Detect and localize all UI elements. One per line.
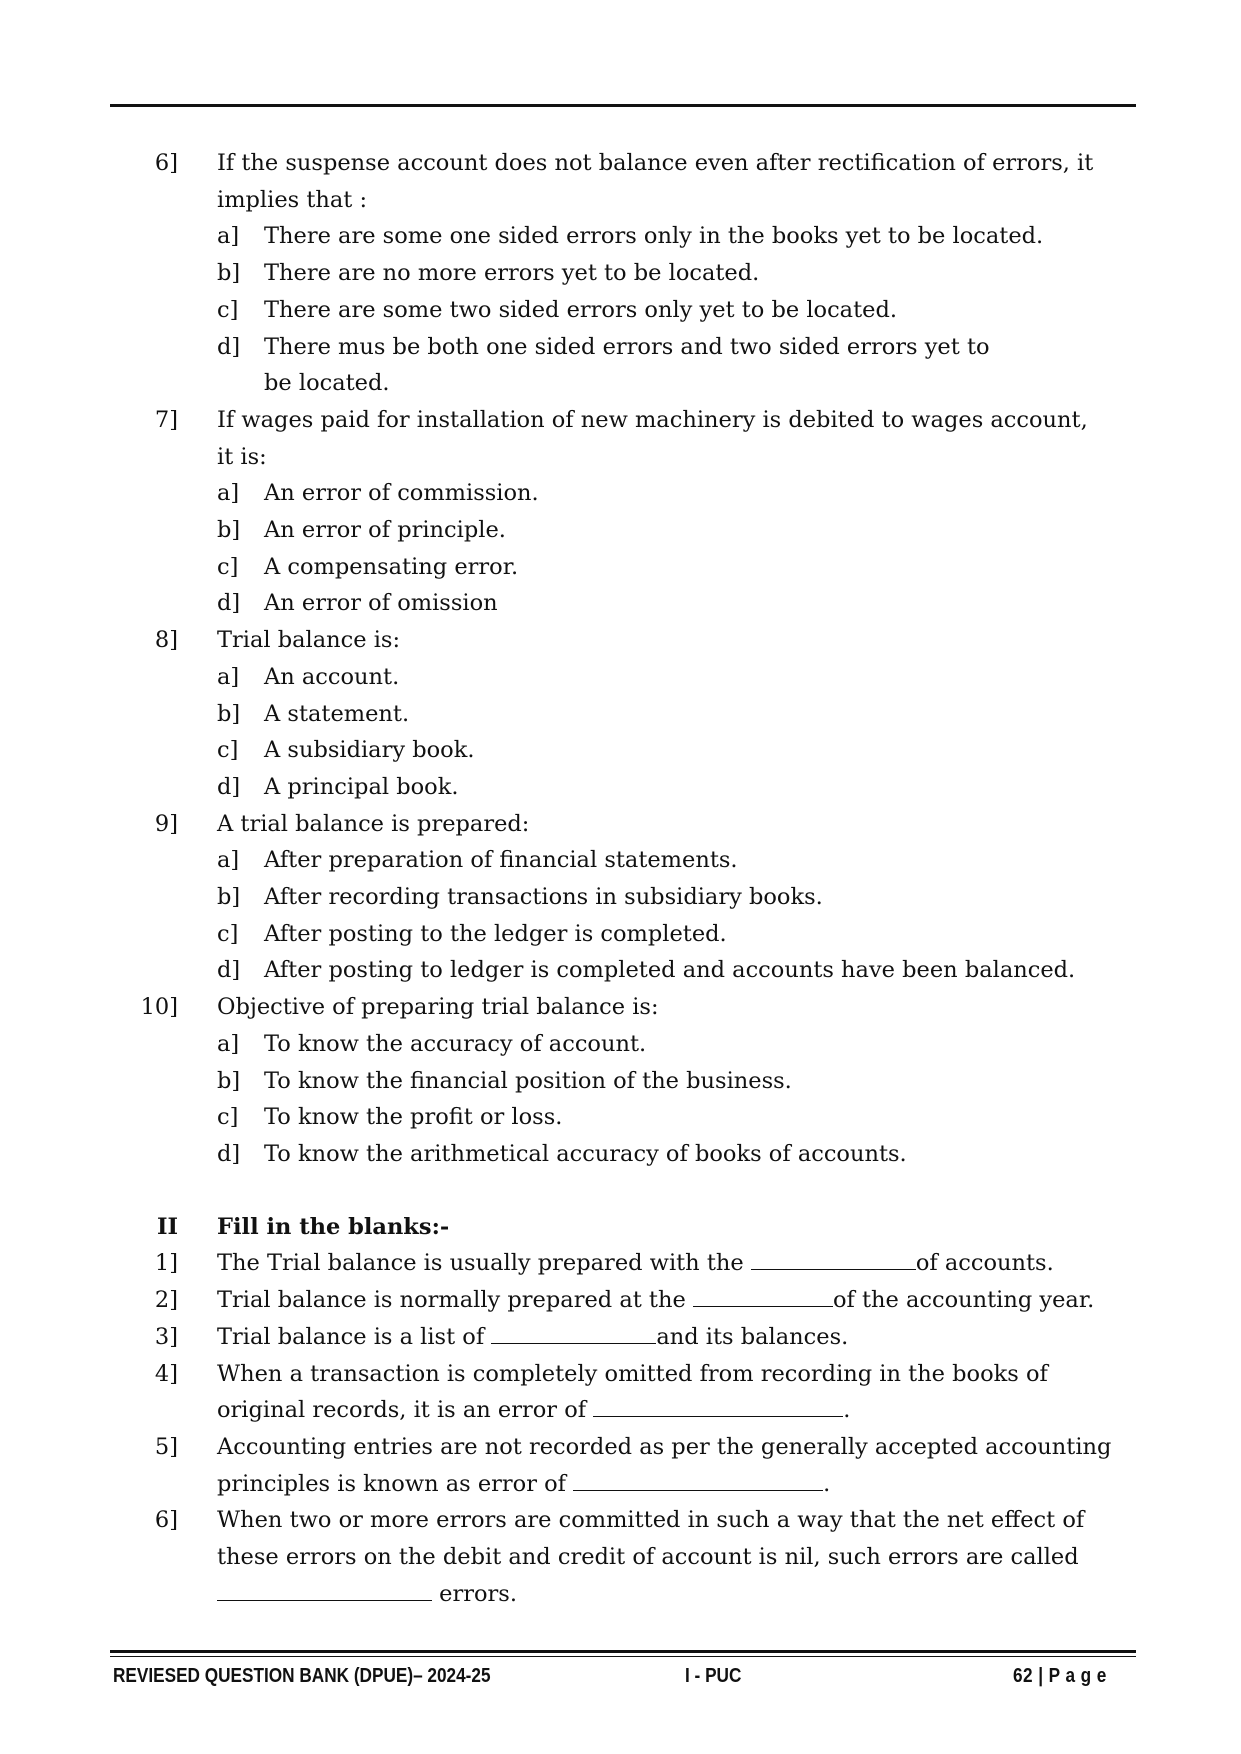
option bbox=[0, 585, 1241, 622]
option-text bbox=[264, 952, 1137, 989]
option-text bbox=[264, 659, 1137, 696]
fill-segment: Trial balance is normally prepared at the bbox=[217, 1287, 693, 1314]
option-label: a] bbox=[217, 1030, 240, 1057]
footer-rule bbox=[110, 1650, 1136, 1653]
option-text bbox=[264, 1026, 1137, 1063]
option bbox=[0, 218, 1241, 255]
page-content bbox=[0, 145, 1241, 1612]
fill-segment: and its balances. bbox=[656, 1323, 849, 1350]
fill-text bbox=[217, 1282, 1137, 1319]
question-line: If the suspense account does not balance even after rectification of errors, it bbox=[217, 150, 1094, 176]
fill-line bbox=[217, 1319, 1137, 1356]
fill-text bbox=[217, 1356, 1137, 1429]
fill-line bbox=[217, 1429, 1137, 1466]
fill-number: 6] bbox=[154, 1507, 178, 1534]
option bbox=[0, 1063, 1241, 1100]
option-label: c] bbox=[217, 920, 239, 947]
fill-question bbox=[0, 1282, 1241, 1319]
fill-segment: original records, it is an error of bbox=[217, 1397, 594, 1424]
option bbox=[0, 879, 1241, 916]
question-number: 8] bbox=[154, 627, 178, 654]
option-label: b] bbox=[217, 1067, 241, 1094]
option-label: c] bbox=[217, 296, 239, 323]
option-text bbox=[264, 1099, 1137, 1136]
option-text bbox=[264, 769, 1137, 806]
option-line: An error of commission. bbox=[264, 480, 539, 507]
section-number: II bbox=[156, 1213, 178, 1240]
option-line: To know the accuracy of account. bbox=[264, 1030, 647, 1057]
option-label: a] bbox=[217, 480, 240, 507]
option-label: b] bbox=[217, 260, 241, 287]
question-number: 9] bbox=[154, 810, 178, 837]
question bbox=[0, 806, 1241, 843]
question-number: 10] bbox=[140, 994, 178, 1021]
option-line: To know the profit or loss. bbox=[264, 1104, 563, 1131]
option bbox=[0, 732, 1241, 769]
option-text bbox=[264, 549, 1137, 586]
footer-class: I - PUC bbox=[685, 1665, 742, 1687]
question-text bbox=[217, 989, 1137, 1026]
option bbox=[0, 696, 1241, 733]
option bbox=[0, 1136, 1241, 1173]
option bbox=[0, 952, 1241, 989]
option-text bbox=[264, 916, 1137, 953]
question-line: Objective of preparing trial balance is: bbox=[217, 994, 659, 1021]
option-text bbox=[264, 1136, 1137, 1173]
option-label: d] bbox=[217, 1140, 241, 1167]
fill-text bbox=[217, 1429, 1137, 1502]
fill-number: 3] bbox=[154, 1323, 178, 1350]
fill-segment: errors. bbox=[432, 1580, 517, 1607]
option-text bbox=[264, 879, 1137, 916]
fill-number: 5] bbox=[154, 1433, 178, 1460]
option-label: b] bbox=[217, 700, 241, 727]
fill-text bbox=[217, 1502, 1137, 1612]
option bbox=[0, 292, 1241, 329]
fill-segment: . bbox=[843, 1397, 851, 1424]
fill-line bbox=[217, 1539, 1137, 1576]
option-text bbox=[264, 475, 1137, 512]
fill-segment: When two or more errors are committed in such a way that the net effect of bbox=[217, 1507, 1085, 1534]
option-text bbox=[264, 585, 1137, 622]
fill-segment: Accounting entries are not recorded as per the generally accepted accounting bbox=[217, 1433, 1112, 1460]
option-line: After posting to ledger is completed and accounts have been balanced. bbox=[264, 957, 1076, 984]
fill-blanks-list bbox=[0, 1245, 1241, 1612]
question bbox=[0, 402, 1241, 475]
option-line: After posting to the ledger is completed. bbox=[264, 920, 727, 947]
fill-line bbox=[217, 1282, 1137, 1319]
question-text bbox=[217, 145, 1137, 218]
footer-page-number: 62 | P a g e bbox=[1013, 1665, 1107, 1687]
fill-line bbox=[217, 1392, 1137, 1429]
option-line: A subsidiary book. bbox=[264, 737, 475, 764]
option-label: c] bbox=[217, 737, 239, 764]
question-line: If wages paid for installation of new machinery is debited to wages account, bbox=[217, 406, 1088, 433]
question-number: 7] bbox=[154, 406, 178, 433]
option-line: After preparation of financial statements. bbox=[264, 847, 738, 874]
question-text bbox=[217, 806, 1137, 843]
fill-segment: When a transaction is completely omitted from recording in the books of bbox=[217, 1360, 1048, 1387]
option-text bbox=[264, 842, 1137, 879]
question-number: 6] bbox=[154, 150, 178, 176]
fill-line bbox=[217, 1466, 1137, 1503]
option-label: d] bbox=[217, 957, 241, 984]
fill-segment: of the accounting year. bbox=[832, 1287, 1095, 1314]
option bbox=[0, 549, 1241, 586]
option-text bbox=[264, 732, 1137, 769]
option-line: There are some two sided errors only yet to be located. bbox=[264, 296, 898, 323]
section-heading bbox=[0, 1209, 1241, 1246]
option-line: To know the arithmetical accuracy of books of accounts. bbox=[264, 1140, 907, 1167]
option-line: A statement. bbox=[264, 700, 410, 727]
option-line: After recording transactions in subsidiary books. bbox=[264, 884, 823, 911]
fill-number: 2] bbox=[154, 1287, 178, 1314]
mcq-list bbox=[0, 145, 1241, 1173]
option-line: There are some one sided errors only in the books yet to be located. bbox=[264, 223, 1044, 250]
option-line: An error of omission bbox=[264, 590, 498, 617]
option-line: A principal book. bbox=[264, 773, 459, 800]
option-label: d] bbox=[217, 590, 241, 617]
footer-rule-thin bbox=[110, 1656, 1136, 1657]
question bbox=[0, 989, 1241, 1026]
option-text bbox=[264, 329, 1137, 402]
option bbox=[0, 1099, 1241, 1136]
option-line: There are no more errors yet to be located. bbox=[264, 260, 760, 287]
fill-number: 1] bbox=[154, 1250, 178, 1277]
question bbox=[0, 622, 1241, 659]
option-line: be located. bbox=[264, 370, 390, 397]
option-label: a] bbox=[217, 223, 240, 250]
section-gap bbox=[0, 1173, 1241, 1209]
option-label: c] bbox=[217, 553, 239, 580]
question-line: Trial balance is: bbox=[217, 627, 401, 654]
fill-line bbox=[217, 1356, 1137, 1393]
footer-title: REVIESED QUESTION BANK (DPUE)– 2024-25 bbox=[113, 1665, 491, 1687]
header-rule bbox=[110, 104, 1136, 107]
option-label: b] bbox=[217, 884, 241, 911]
answer-blank bbox=[593, 1396, 843, 1417]
option-line: An account. bbox=[264, 663, 400, 690]
fill-number: 4] bbox=[154, 1360, 178, 1387]
fill-question bbox=[0, 1319, 1241, 1356]
option-text bbox=[264, 292, 1137, 329]
fill-text bbox=[217, 1319, 1137, 1356]
option-label: a] bbox=[217, 847, 240, 874]
fill-line bbox=[217, 1245, 1137, 1282]
option-text bbox=[264, 255, 1137, 292]
fill-segment: principles is known as error of bbox=[217, 1470, 574, 1497]
question-text bbox=[217, 402, 1137, 475]
option-text bbox=[264, 512, 1137, 549]
answer-blank bbox=[751, 1249, 916, 1270]
option-label: b] bbox=[217, 517, 241, 544]
answer-blank bbox=[217, 1580, 432, 1601]
fill-segment: The Trial balance is usually prepared with the bbox=[217, 1250, 751, 1277]
option bbox=[0, 769, 1241, 806]
answer-blank bbox=[491, 1323, 656, 1344]
option bbox=[0, 475, 1241, 512]
fill-question bbox=[0, 1502, 1241, 1612]
fill-line bbox=[217, 1576, 1137, 1613]
option bbox=[0, 916, 1241, 953]
option-label: d] bbox=[217, 333, 241, 360]
fill-question bbox=[0, 1245, 1241, 1282]
option-text bbox=[264, 696, 1137, 733]
option-label: d] bbox=[217, 773, 241, 800]
question-line: A trial balance is prepared: bbox=[217, 810, 530, 837]
option-line: There mus be both one sided errors and two sided errors yet to bbox=[264, 333, 990, 360]
question-line: it is: bbox=[217, 443, 267, 470]
option bbox=[0, 329, 1241, 402]
option bbox=[0, 1026, 1241, 1063]
section-title: Fill in the blanks:- bbox=[217, 1213, 450, 1240]
answer-blank bbox=[693, 1286, 833, 1307]
option-label: a] bbox=[217, 663, 240, 690]
fill-text bbox=[217, 1245, 1137, 1282]
option bbox=[0, 842, 1241, 879]
option bbox=[0, 512, 1241, 549]
option bbox=[0, 659, 1241, 696]
question bbox=[0, 145, 1241, 218]
question-line: implies that : bbox=[217, 186, 368, 213]
fill-segment: of accounts. bbox=[915, 1250, 1054, 1277]
fill-segment: Trial balance is a list of bbox=[217, 1323, 492, 1350]
option-label: c] bbox=[217, 1104, 239, 1131]
fill-segment: these errors on the debit and credit of account is nil, such errors are called bbox=[217, 1544, 1079, 1571]
question-text bbox=[217, 622, 1137, 659]
fill-question bbox=[0, 1356, 1241, 1429]
option-line: An error of principle. bbox=[264, 517, 506, 544]
option-text bbox=[264, 1063, 1137, 1100]
answer-blank bbox=[573, 1470, 823, 1491]
fill-question bbox=[0, 1429, 1241, 1502]
option bbox=[0, 255, 1241, 292]
option-text bbox=[264, 218, 1137, 255]
fill-segment: . bbox=[823, 1470, 831, 1497]
option-line: To know the financial position of the business. bbox=[264, 1067, 792, 1094]
fill-line bbox=[217, 1502, 1137, 1539]
option-line: A compensating error. bbox=[264, 553, 519, 580]
